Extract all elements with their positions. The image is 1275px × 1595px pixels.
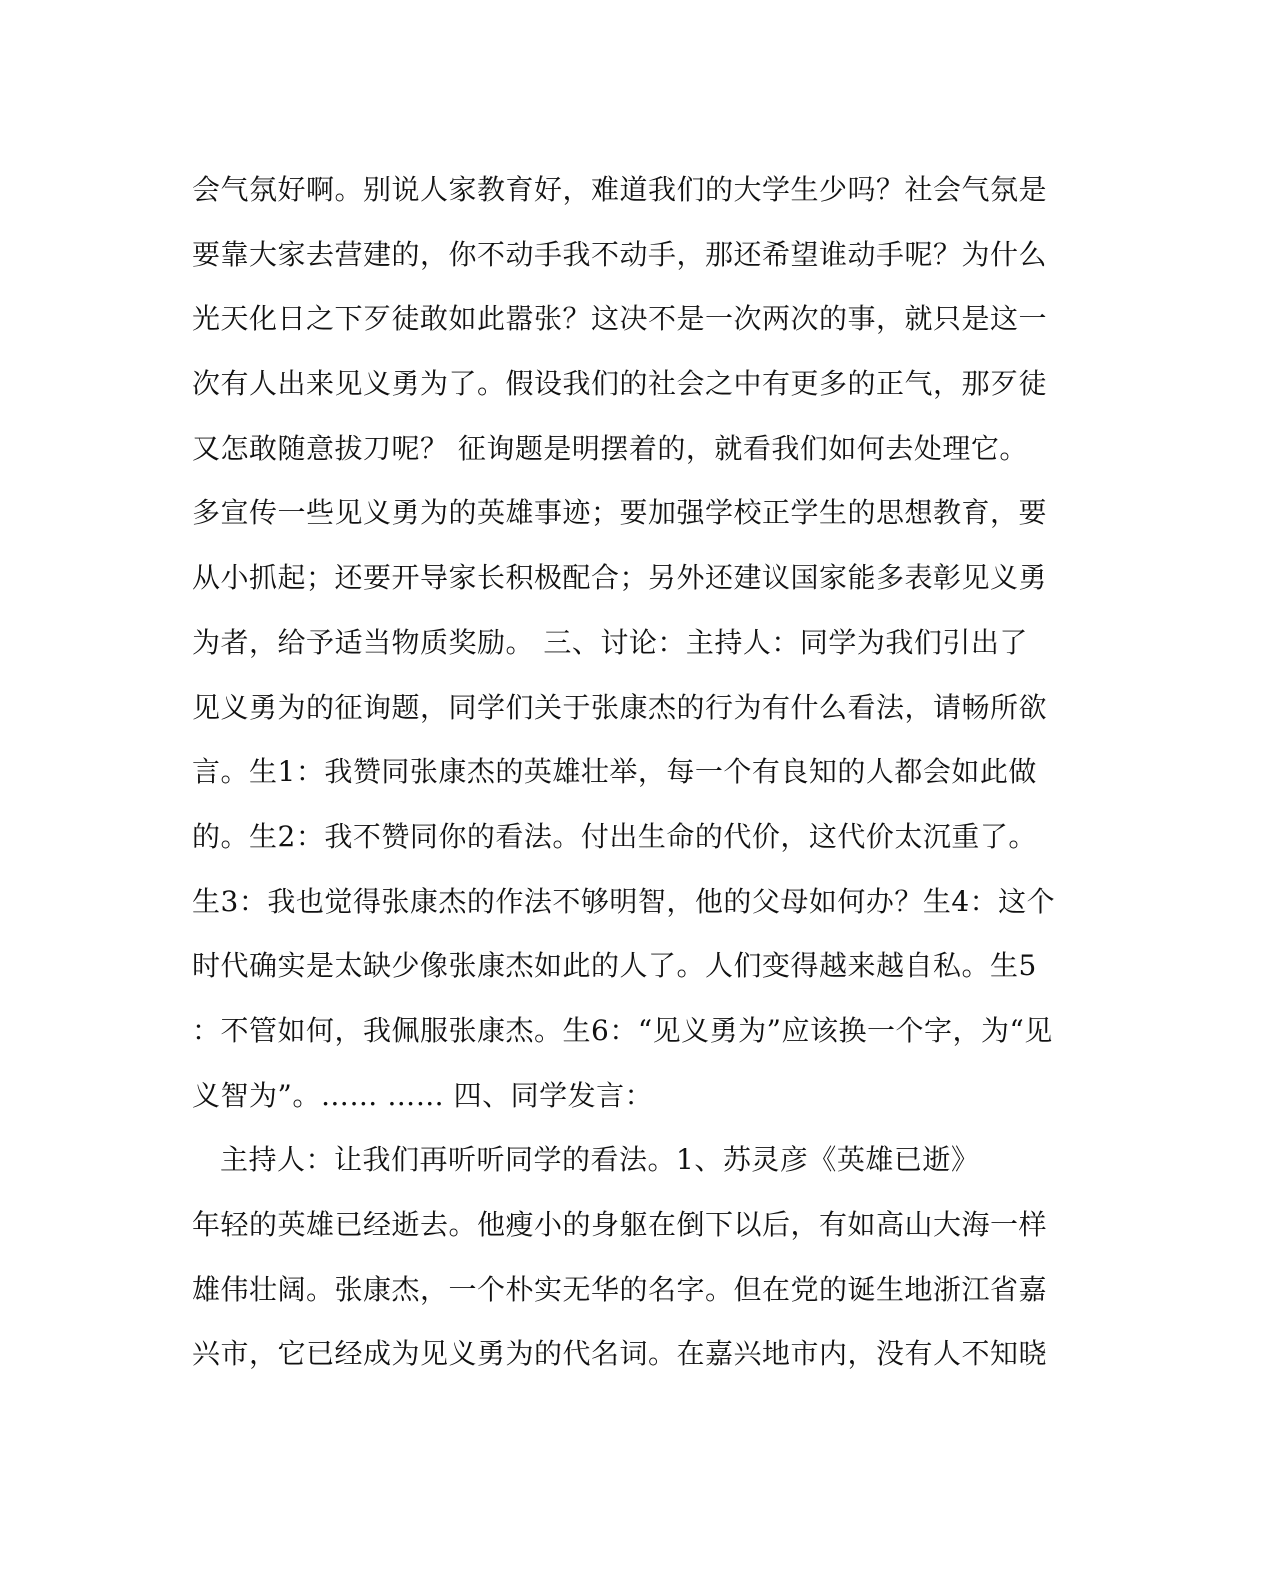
text-line: 从小抓起；还要开导家长积极配合；另外还建议国家能多表彰见义勇 bbox=[192, 561, 1048, 595]
body-text bbox=[192, 162, 1062, 1391]
text-line: 主持人：让我们再听听同学的看法。1、苏灵彦《英雄已逝》 bbox=[220, 1143, 980, 1177]
text-line: 雄伟壮阔。张康杰，一个朴实无华的名字。但在党的诞生地浙江省嘉 bbox=[192, 1272, 1048, 1306]
text-line: 又怎敢随意拔刀呢？ 征询题是明摆着的，就看我们如何去处理它。 bbox=[192, 431, 1028, 465]
text-line: 见义勇为的征询题，同学们关于张康杰的行为有什么看法，请畅所欲 bbox=[192, 690, 1048, 724]
text-line: 年轻的英雄已经逝去。他瘦小的身躯在倒下以后，有如高山大海一样 bbox=[192, 1208, 1048, 1241]
text-line: 义智为”。…… …… 四、同学发言： bbox=[192, 1078, 654, 1112]
text-line: 要靠大家去营建的，你不动手我不动手，那还希望谁动手呢？为什么 bbox=[192, 237, 1048, 271]
text-line: 兴市，它已经成为见义勇为的代名词。在嘉兴地市内，没有人不知晓 bbox=[192, 1337, 1048, 1371]
text-line: 时代确实是太缺少像张康杰如此的人了。人们变得越来越自私。生5 bbox=[192, 949, 1037, 983]
text-line: 多宣传一些见义勇为的英雄事迹；要加强学校正学生的思想教育，要 bbox=[192, 496, 1048, 530]
text-line: 言。生1：我赞同张康杰的英雄壮举，每一个有良知的人都会如此做 bbox=[192, 755, 1037, 789]
text-line: 会气氛好啊。别说人家教育好，难道我们的大学生少吗？社会气氛是 bbox=[192, 173, 1048, 206]
text-line: 次有人出来见义勇为了。假设我们的社会之中有更多的正气，那歹徒 bbox=[192, 367, 1048, 401]
text-line: 为者，给予适当物质奖励。 三、讨论：主持人：同学为我们引出了 bbox=[192, 625, 1028, 659]
text-line: ：不管如何，我佩服张康杰。生6：“见义勇为”应该换一个字，为“见 bbox=[192, 1013, 1053, 1047]
text-line: 光天化日之下歹徒敢如此嚣张？这决不是一次两次的事，就只是这一 bbox=[192, 302, 1048, 336]
text-line: 的。生2：我不赞同你的看法。付出生命的代价，这代价太沉重了。 bbox=[192, 819, 1037, 853]
text-line: 生3：我也觉得张康杰的作法不够明智，他的父母如何办？生4：这个 bbox=[192, 884, 1056, 918]
